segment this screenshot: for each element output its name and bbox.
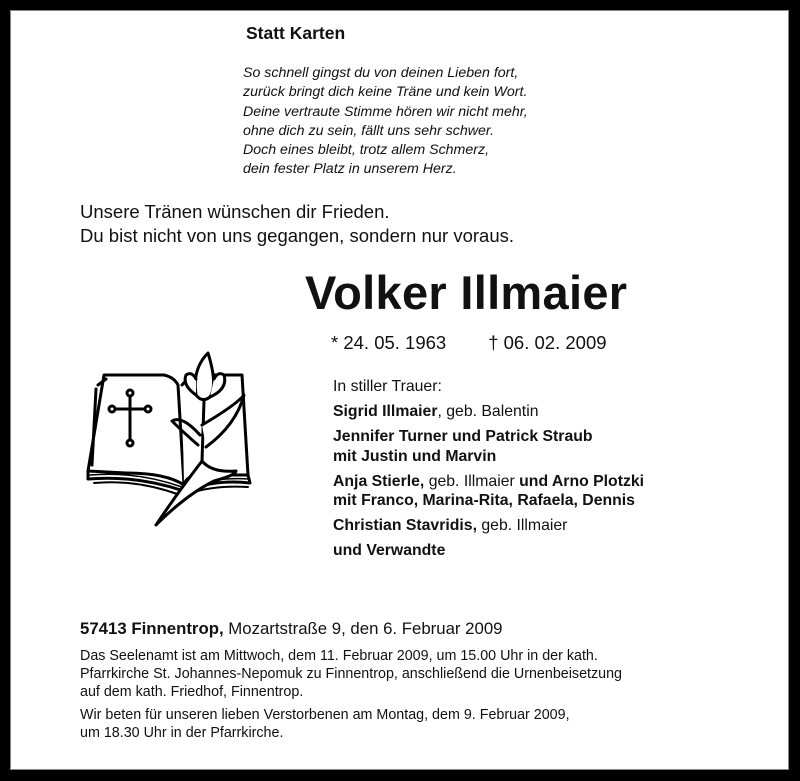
mourner-entry (333, 516, 644, 536)
mourner-note: , geb. Balentin (437, 403, 539, 420)
place-city: 57413 Finnentrop, (80, 619, 224, 638)
detail-line: auf dem kath. Friedhof, Finnentrop. (80, 683, 304, 700)
poem-line: Deine vertraute Stimme hören wir nicht mehr, (243, 103, 528, 120)
open-bible-with-cross-and-lily-icon (86, 345, 256, 535)
quote-line: Du bist nicht von uns gegangen, sondern nur voraus. (80, 225, 515, 246)
mourner-note: geb. Illmaier (424, 472, 520, 490)
mourner-name: Anja Stierle, (333, 472, 425, 490)
prayer-info (80, 707, 622, 743)
poem-line: ohne dich zu sein, fällt uns sehr schwer. (243, 122, 495, 139)
life-dates (331, 332, 607, 354)
poem-line: Doch eines bleibt, trotz allem Schmerz, (243, 142, 490, 159)
mourner-entry (333, 472, 644, 511)
mourning-intro: In stiller Trauer: (333, 378, 442, 395)
quote (80, 200, 514, 248)
poem-line: So schnell gingst du von deinen Lieben fort, (243, 65, 519, 81)
poem-line: zurück bringt dich keine Träne und kein Wort. (243, 84, 528, 101)
detail-line: Wir beten für unseren lieben Verstorbenen am Montag, dem 9. Februar 2009, (80, 707, 570, 724)
mourners-list (333, 377, 644, 566)
detail-line: Pfarrkirche St. Johannes-Nepomuk zu Finnentrop, anschließend die Urnenbeisetzung (80, 665, 622, 682)
quote-line: Unsere Tränen wünschen dir Frieden. (80, 201, 390, 222)
funeral-mass-info (80, 648, 622, 701)
deceased-name: Volker Illmaier (305, 266, 628, 319)
poem-line: dein fester Platz in unserem Herz. (243, 161, 457, 178)
mourner-entry (333, 402, 644, 422)
heading-statt-karten: Statt Karten (246, 23, 346, 43)
detail-line: um 18.30 Uhr in der Pfarrkirche. (80, 725, 284, 742)
death-date: † 06. 02. 2009 (488, 332, 607, 353)
place-and-date (80, 619, 503, 639)
mourner-relatives: und Verwandte (333, 542, 446, 559)
place-address-date: Mozartstraße 9, den 6. Februar 2009 (223, 619, 503, 638)
detail-line: Das Seelenamt ist am Mittwoch, dem 11. Februar 2009, um 15.00 Uhr in der kath. (80, 648, 598, 664)
mourner-note: geb. Illmaier (476, 517, 568, 534)
service-details (80, 648, 622, 749)
mourner-partner: und Arno Plotzki (519, 472, 645, 490)
birth-date: * 24. 05. 1963 (331, 332, 447, 353)
mourner-children: mit Justin und Marvin (333, 447, 497, 465)
mourner-entry (333, 541, 644, 561)
mourner-name: Jennifer Turner und Patrick Straub (333, 428, 593, 445)
mourner-name: Christian Stavridis, (333, 517, 477, 534)
mourner-name: Sigrid Illmaier (333, 403, 438, 420)
mourner-entry (333, 427, 644, 466)
poem (243, 64, 528, 180)
mourner-children: mit Franco, Marina-Rita, Rafaela, Dennis (333, 492, 635, 509)
